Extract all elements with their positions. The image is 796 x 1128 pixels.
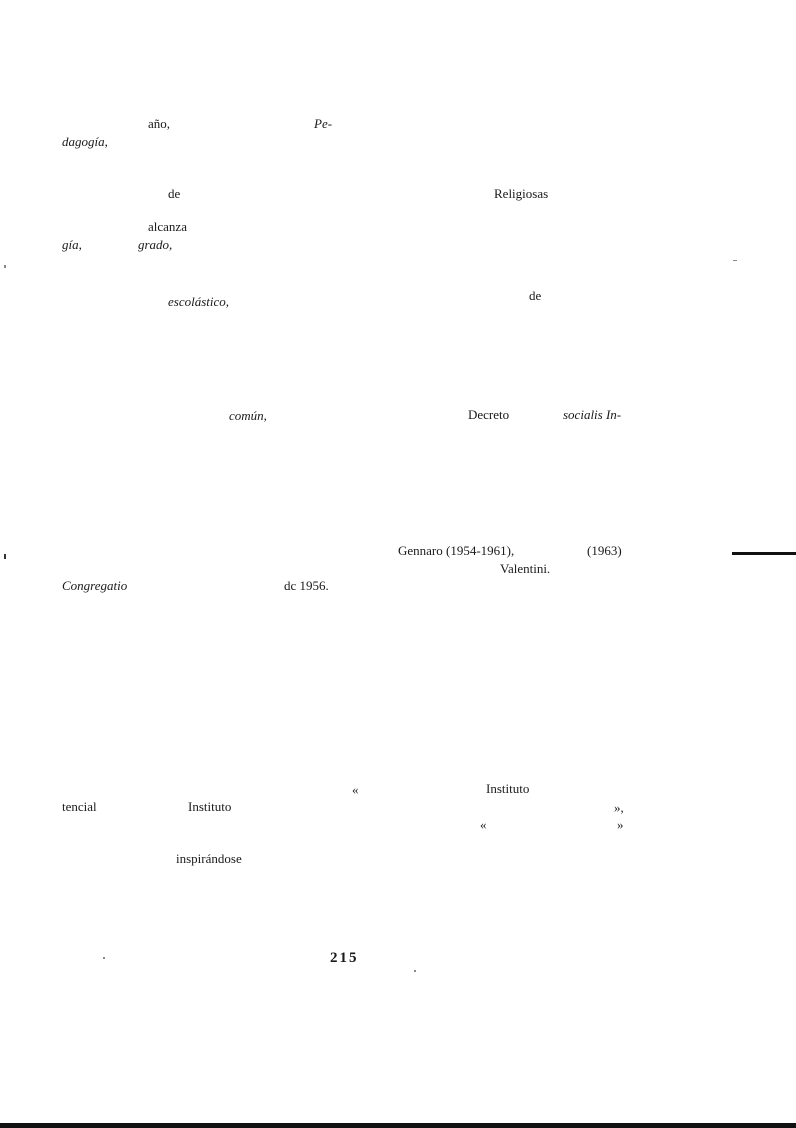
- text-fragment: Instituto: [188, 799, 232, 814]
- text-fragment: escolástico,: [168, 294, 230, 309]
- text-fragment: grado,: [138, 237, 173, 252]
- page-number: 215: [330, 950, 359, 966]
- text-fragment: socialis In-: [563, 407, 622, 422]
- text-fragment: »: [617, 817, 624, 832]
- text-fragment: dc 1956.: [284, 578, 329, 593]
- scan-mark: [4, 554, 6, 559]
- text-fragment: «: [480, 817, 487, 832]
- text-fragment: Decreto: [468, 407, 510, 422]
- text-fragment: gía,: [62, 237, 82, 252]
- text-fragment: tencial: [62, 799, 97, 814]
- text-fragment: de: [529, 288, 542, 303]
- text-fragment: »,: [614, 800, 624, 815]
- scan-mark: [733, 260, 737, 261]
- text-fragment: Gennaro (1954-1961),: [398, 543, 515, 558]
- text-fragment: común,: [229, 408, 267, 423]
- text-fragment: Pe-: [314, 116, 333, 131]
- text-fragment: alcanza: [148, 219, 187, 234]
- text-fragment: dagogía,: [62, 134, 108, 149]
- text-fragment: (1963): [587, 543, 622, 558]
- text-fragment: Valentini.: [500, 561, 551, 576]
- text-fragment: año,: [148, 116, 171, 131]
- scan-mark: [103, 957, 105, 959]
- scan-mark: [414, 970, 416, 972]
- text-fragment: de: [168, 186, 181, 201]
- text-fragment: inspirándose: [176, 851, 242, 866]
- text-fragment: «: [352, 782, 359, 797]
- text-fragment: Congregatio: [62, 578, 128, 593]
- text-fragment: Instituto: [486, 781, 530, 796]
- margin-rule: [732, 552, 796, 555]
- text-fragment: Religiosas: [494, 186, 549, 201]
- bottom-edge-rule: [0, 1123, 796, 1128]
- scan-mark: [4, 265, 6, 268]
